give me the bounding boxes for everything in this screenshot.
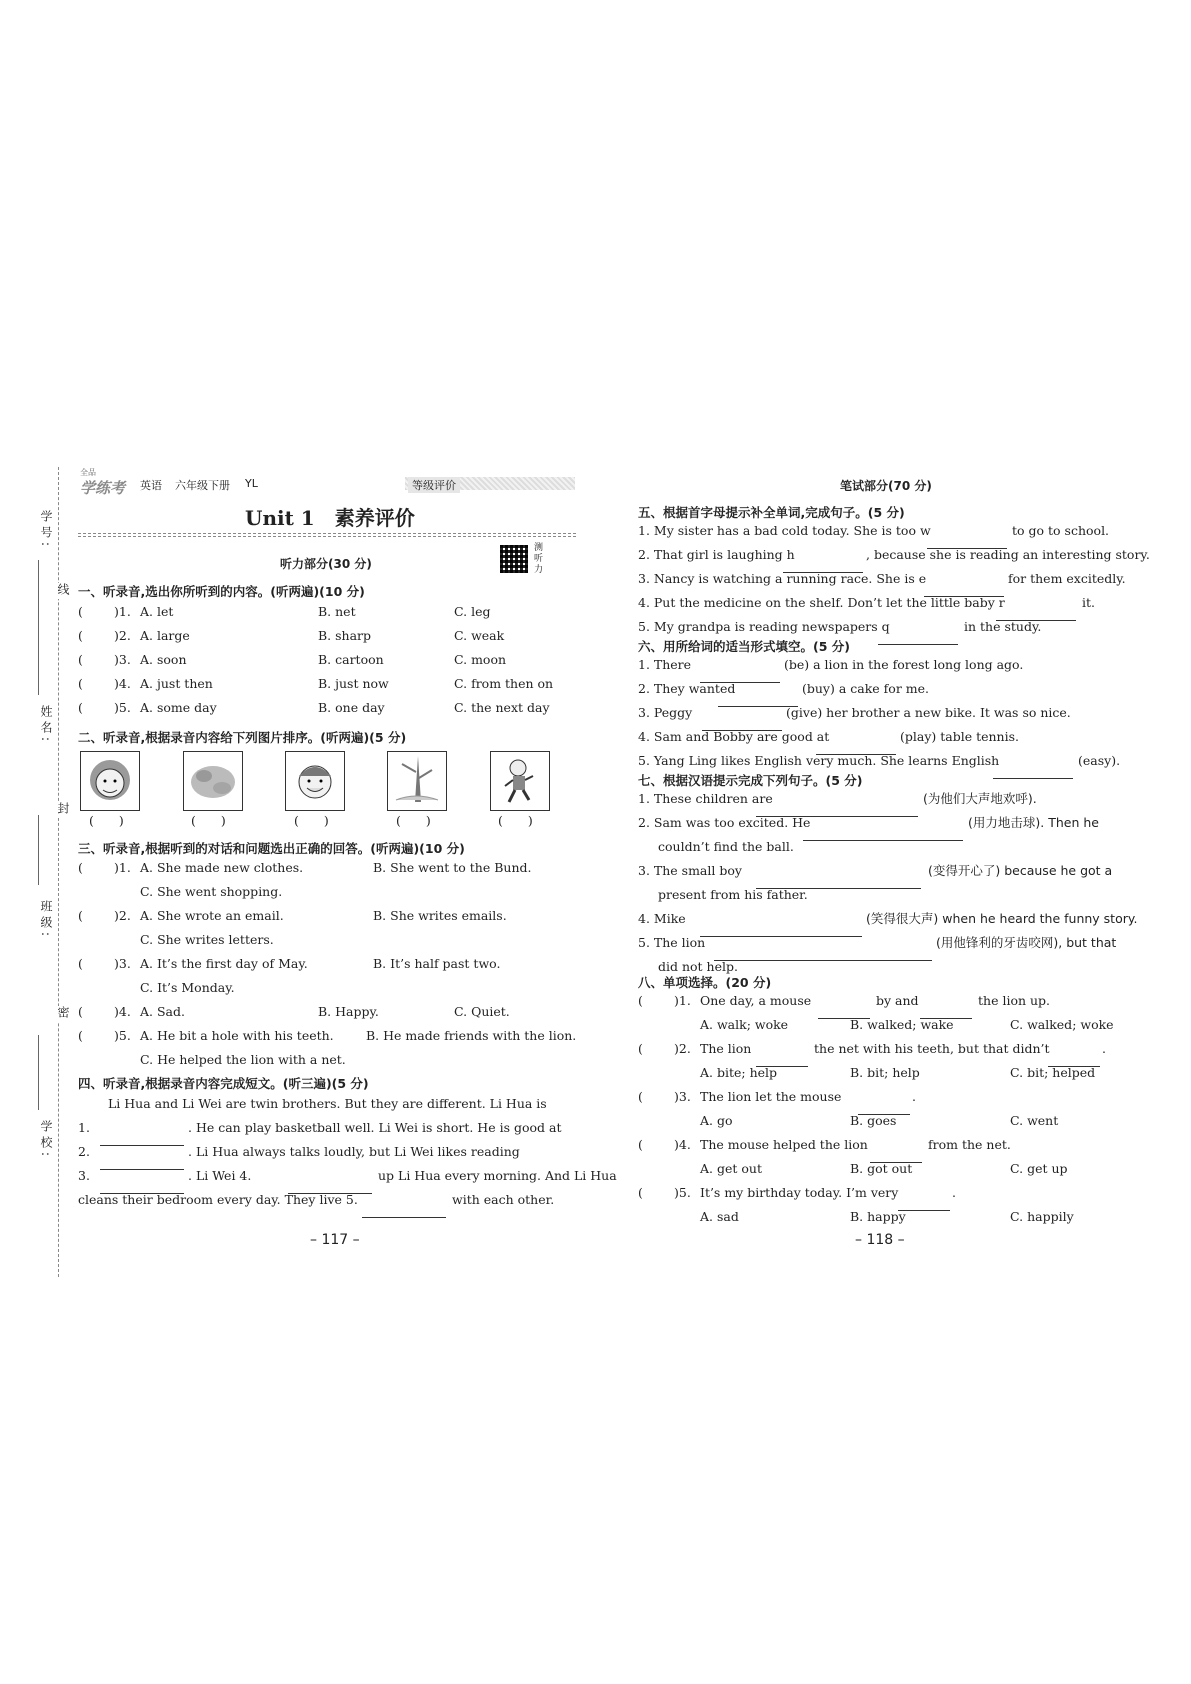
student-number-line (38, 560, 39, 630)
page-number-left: – 117 – (310, 1232, 360, 1248)
list-item: 1. There (be) a lion in the forest long long ago. (638, 655, 1148, 679)
section-6-list (638, 655, 1148, 775)
section-8-title: 八、单项选择。(20 分) (638, 975, 772, 990)
name-label: 姓名: (39, 705, 53, 746)
section-1-list (78, 602, 578, 722)
list-item: 4. Put the medicine on the shelf. Don’t let the little baby r it. (638, 593, 1148, 617)
grade-badge: 等级评价 (408, 477, 460, 493)
list-item: 1. My sister has a bad cold today. She is too w to go to school. (638, 521, 1148, 545)
listening-title: 听力部分(30 分) (280, 557, 372, 571)
list-item: ( )3. The lion let the mouse . (638, 1087, 1148, 1111)
list-item: ( )4. The mouse helped the lion from the net. (638, 1135, 1148, 1159)
section-7-list: 1. These children are (为他们大声地欢呼). 2. Sam was too excited. He (用力地击球). Then he couldn’t find the ball. 3. The small boy (变得开心了) because he got a present from his father. 4. Mike (笑得很大声) when he heard the funny story. 5. The lion (用他锋利的牙齿咬网), but that did not help. (638, 789, 1148, 981)
page-title: Unit 1 素养评价 (245, 506, 415, 530)
subject: 英语 (140, 479, 162, 492)
list-item: ( )5. It’s my birthday today. I’m very . (638, 1183, 1148, 1207)
list-item: 3. Nancy is watching a running race. She is e for them excitedly. (638, 569, 1148, 593)
cut-mark-xian: 线 (56, 583, 70, 599)
list-item: ( )3. A. soon B. cartoon C. moon (78, 652, 507, 667)
section-8-list: ( )1. One day, a mouse by and the lion up. A. walk; woke B. walked; wake C. walked; woke ( )2. The lion the net with his teeth, but that didn’t . A. bite; help B. bit; help C. bit; helped ( )3. The lion let the mouse . A. go B. goes C. went ( )4. The mouse helped the lion from the net. A. get out B. got out C. get up ( )5. It’s my birthday today. I’m very . A. sad B. happy C. happily (638, 991, 1148, 1231)
list-item: 4. Sam and Bobby are good at (play) table tennis. (638, 727, 1148, 751)
class-label: 班级: (39, 900, 53, 941)
cut-mark-feng: 封 (56, 802, 70, 818)
section-3-title: 三、听录音,根据听到的对话和问题选出正确的回答。(听两遍)(10 分) (78, 841, 465, 856)
page-number-right: – 118 – (855, 1232, 905, 1248)
section-5-title: 五、根据首字母提示补全单词,完成句子。(5 分) (638, 505, 905, 520)
list-item: ( )4. A. Sad. B. Happy. C. Quiet. (78, 1004, 510, 1019)
title-divider-2 (78, 536, 576, 537)
picture-4-bracket: ( ) (396, 813, 431, 828)
boy-face-icon (286, 752, 344, 810)
picture-3-bracket: ( ) (294, 813, 329, 828)
list-item: ( )2. A. She wrote an email. B. She writes emails. (78, 908, 507, 923)
list-item: ( )1. A. let B. net C. leg (78, 604, 491, 619)
list-item: 4. Mike (笑得很大声) when he heard the funny story. (638, 909, 1148, 933)
list-item: 3. Peggy (give) her brother a new bike. It was so nice. (638, 703, 1148, 727)
list-item: ( )2. The lion the net with his teeth, but that didn’t . (638, 1039, 1148, 1063)
section-4-passage: Li Hua and Li Wei are twin brothers. But they are different. Li Hua is 1. . He can play basketball well. Li Wei is short. He is good at 2. . Li Hua always talks loudly, but Li Wei likes reading 3. . Li Wei 4. up Li Hua every morning. And Li Hua cleans their bedroom every day. They live 5. with each other. (78, 1094, 578, 1214)
school-line (38, 1035, 39, 1110)
list-item: 1. These children are (为他们大声地欢呼). (638, 789, 1148, 813)
list-item: 2. That girl is laughing h , because she is reading an interesting story. (638, 545, 1148, 569)
list-item: 3. The small boy (变得开心了) because he got a (638, 861, 1148, 885)
edition: YL (245, 477, 258, 490)
picture-tree (387, 751, 447, 811)
list-item: ( )3. A. It’s the first day of May. B. It’s half past two. (78, 956, 501, 971)
list-item: 5. My grandpa is reading newspapers q in the study. (638, 617, 1148, 641)
list-item: ( )1. One day, a mouse by and the lion up. (638, 991, 1148, 1015)
section-7-title: 七、根据汉语提示完成下列句子。(5 分) (638, 773, 863, 788)
list-item: 2. Sam was too excited. He (用力地击球). Then he (638, 813, 1148, 837)
forest-icon (184, 752, 242, 810)
girl-face-icon (81, 752, 139, 810)
section-5-list (638, 521, 1148, 641)
list-item: ( )4. A. just then B. just now C. from then on (78, 676, 554, 691)
list-item: ( )5. A. some day B. one day C. the next day (78, 700, 550, 715)
tree-icon (388, 752, 446, 810)
section-3-list: ( )1. A. She made new clothes. B. She went to the Bund. C. She went shopping. ( )2. A. She wrote an email. B. She writes emails. C. She writes letters. ( )3. A. It’s the first day of May. B. It’s half past two. C. It’s Monday. ( )4. A. Sad. B. Happy. C. Quiet. ( )5. A. He bit a hole with his teeth. B. He made friends with the lion. C. He helped the lion with a net. (78, 860, 577, 1067)
running-boy-icon (491, 752, 549, 810)
written-title: 笔试部分(70 分) (840, 479, 932, 493)
student-number-label: 学号: (39, 510, 53, 551)
list-item: ( )1. A. She made new clothes. B. She went to the Bund. (78, 860, 532, 875)
picture-forest (183, 751, 243, 811)
picture-2-bracket: ( ) (191, 813, 226, 828)
section-6-title: 六、用所给词的适当形式填空。(5 分) (638, 639, 850, 654)
logo: 学练考 (80, 479, 126, 497)
picture-girl-crying (80, 751, 140, 811)
picture-boy-running (490, 751, 550, 811)
section-2-title: 二、听录音,根据录音内容给下列图片排序。(听两遍)(5 分) (78, 730, 407, 745)
name-line (38, 625, 39, 695)
picture-1-bracket: ( ) (89, 813, 124, 828)
class-line (38, 815, 39, 885)
school-label: 学校: (39, 1120, 53, 1161)
list-item: 2. They wanted (buy) a cake for me. (638, 679, 1148, 703)
blank-q[interactable] (878, 632, 958, 645)
grade: 六年级下册 (175, 479, 230, 492)
list-item: 5. Yang Ling likes English very much. She learns English (easy). (638, 751, 1148, 775)
list-item: ( )2. A. large B. sharp C. weak (78, 628, 505, 643)
list-item: ( )5. A. He bit a hole with his teeth. B. He made friends with the lion. (78, 1028, 577, 1043)
picture-5-bracket: ( ) (498, 813, 533, 828)
blank-5[interactable] (362, 1205, 446, 1218)
cut-mark-mi: 密 (56, 1006, 70, 1022)
logo-small: 全品 (80, 468, 96, 477)
blank-easy[interactable] (993, 766, 1073, 779)
section-1-title: 一、听录音,选出你所听到的内容。(听两遍)(10 分) (78, 584, 365, 599)
picture-boy-laughing (285, 751, 345, 811)
title-divider (78, 533, 576, 534)
qr-label: 测听力 (534, 543, 544, 575)
section-4-title: 四、听录音,根据录音内容完成短文。(听三遍)(5 分) (78, 1076, 369, 1091)
qr-code-icon[interactable] (500, 545, 528, 573)
list-item: 5. The lion (用他锋利的牙齿咬网), but that (638, 933, 1148, 957)
